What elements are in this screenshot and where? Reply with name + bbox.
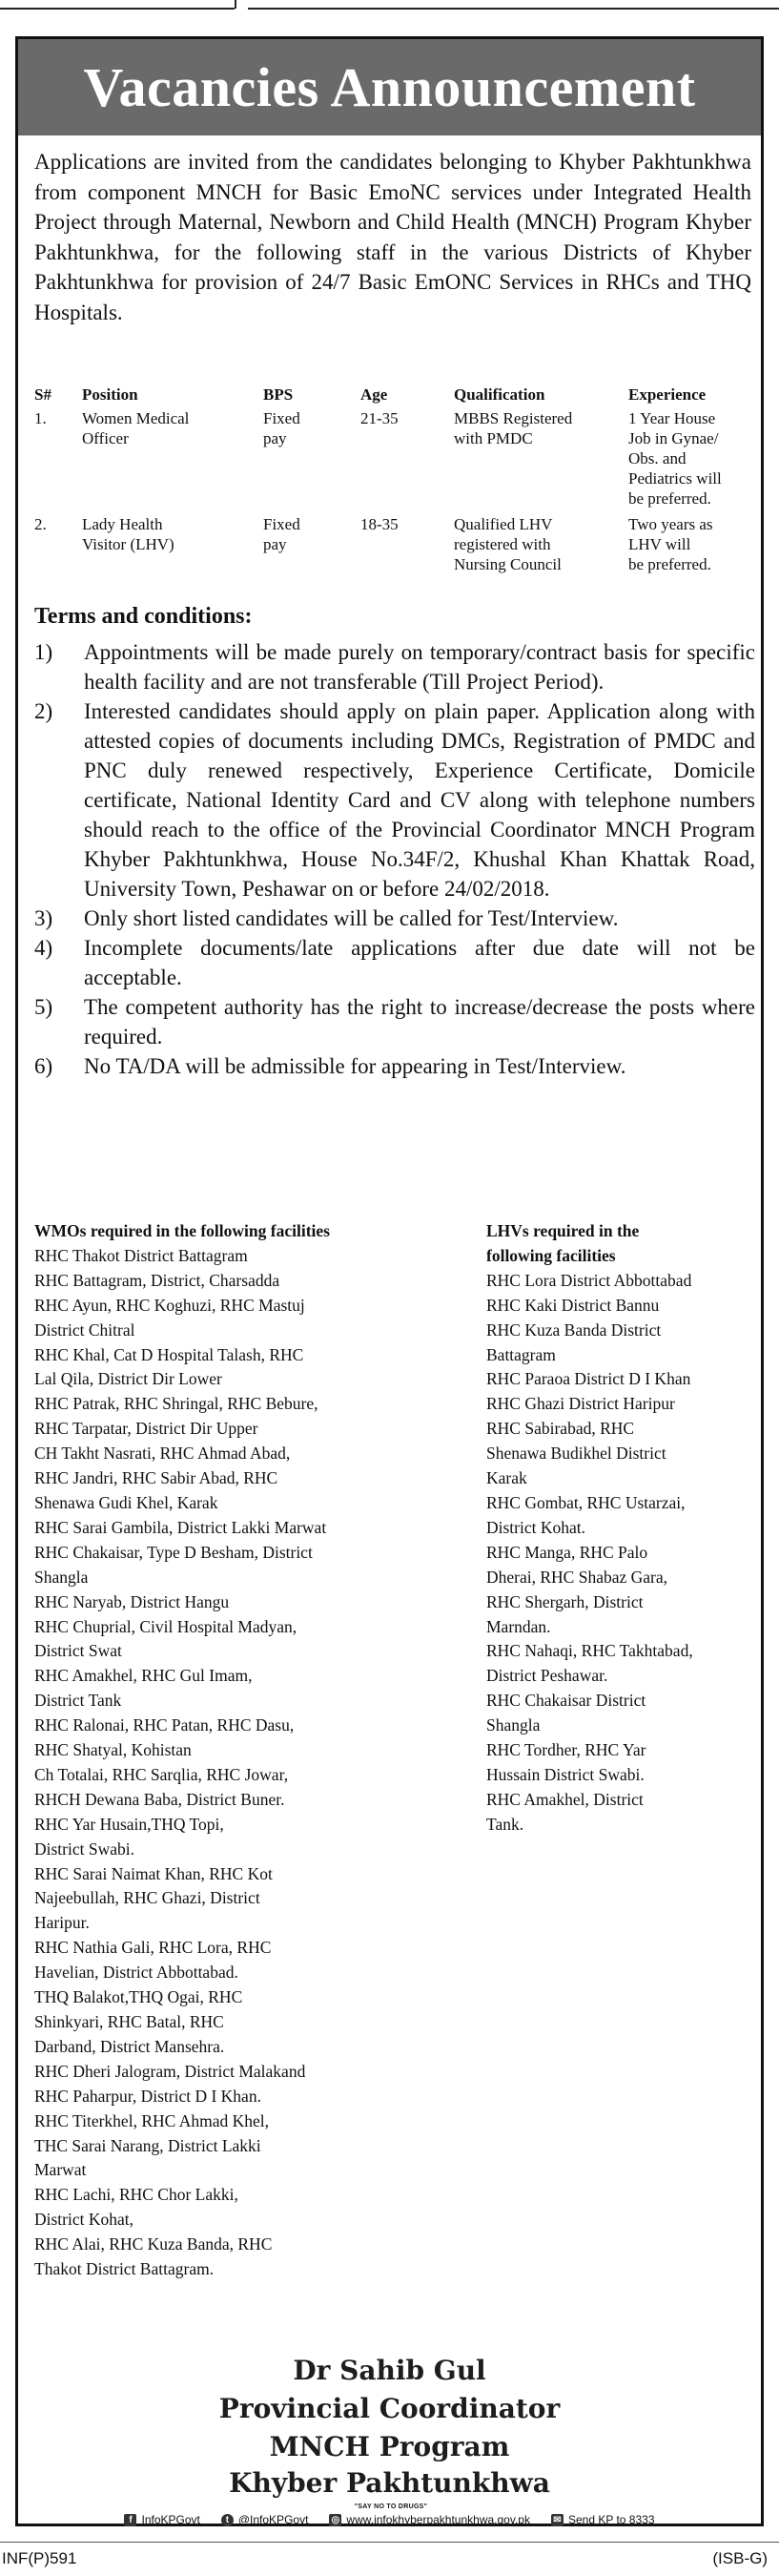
wmo-facilities-column xyxy=(34,1219,454,2282)
intro-paragraph: Applications are invited from the candidates belonging to Khyber Pakhtunkhwa from component MNCH for Basic EmoNC services under Integrated Health Project through Maternal, Newborn and Child Health (MNCH) Program Khyber Pakhtunkhwa, for the following staff in the various Districts of Khyber Pakhtunkhwa for provision of 24/7 Basic EmONC Services in RHCs and THQ Hospitals. xyxy=(34,150,751,324)
signatory-designation: Provincial Coordinator xyxy=(218,2393,561,2424)
region-code: (ISB-G) xyxy=(712,2549,768,2567)
facebook-link[interactable] xyxy=(124,2513,199,2526)
terms-list xyxy=(34,637,755,1081)
terms-heading: Terms and conditions: xyxy=(34,604,253,629)
cell-position: Lady Health Visitor (LHV) xyxy=(82,515,174,553)
term-number: 6) xyxy=(34,1054,53,1078)
globe-icon: ◎ xyxy=(329,2514,341,2526)
top-rule-right xyxy=(248,8,779,10)
header-position: Position xyxy=(82,385,138,404)
term-text: Appointments will be made purely on temporary/contract basis for specific health facility and are not transferable (Till Project Period). xyxy=(84,640,755,694)
term-text: No TA/DA will be admissible for appearing in Test/Interview. xyxy=(84,1054,626,1078)
list-item xyxy=(34,904,755,933)
page-title: Vacancies Announcement xyxy=(83,56,696,118)
facebook-icon: f xyxy=(124,2514,136,2526)
signatory-program: MNCH Program xyxy=(269,2431,510,2462)
term-text: The competent authority has the right to increase/decrease the posts where required. xyxy=(84,995,755,1049)
cell-age: 21-35 xyxy=(360,409,399,427)
term-text: Only short listed candidates will be called for Test/Interview. xyxy=(84,906,619,930)
envelope-icon: ✉ xyxy=(551,2514,564,2526)
term-number: 4) xyxy=(34,936,53,960)
signatory-province: Khyber Pakhtunkhwa xyxy=(229,2467,550,2499)
lhv-facility-list: RHC Lora District Abbottabad RHC Kaki District Bannu RHC Kuza Banda District Battagram RHC Paraoa District D I Khan RHC Ghazi District Haripur RHC Sabirabad, RHC Shenawa Budikhel District Karak RHC Gombat, RHC Ustarzai, District Kohat. RHC Manga, RHC Palo Dherai, RHC Shabaz Gara, RHC Shergarh, District Marndan. RHC Nahaqi, RHC Takhtabad, District Peshawar. RHC Chakaisar District Shangla RHC Tordher, RHC Yar Hussain District Swabi. RHC Amakhel, District Tank. xyxy=(486,1270,693,1834)
cell-sno: 1. xyxy=(34,409,47,427)
cell-position: Women Medical Officer xyxy=(82,409,190,447)
list-item xyxy=(34,637,755,696)
bottom-rule xyxy=(0,2542,779,2543)
cell-experience: 1 Year House Job in Gynae/ Obs. and Pediatrics will be preferred. xyxy=(628,409,722,508)
term-text: Interested candidates should apply on plain paper. Application along with attested copies of documents including DMCs, Registration of PMDC and PNC duly renewed respectively, Experience Certificate, Domicile certificate, National Identity Card and CV along with telephone numbers should reach to the office of the Provincial Coordinator MNCH Program Khyber Pakhtunkhwa, House No.34F/2, Khushal Khan Khattak Road, University Town, Peshawar on or before 24/02/2018. xyxy=(84,699,755,901)
header-age: Age xyxy=(360,385,388,404)
social-footer xyxy=(0,2513,779,2526)
term-number: 3) xyxy=(34,906,53,930)
twitter-handle: @InfoKPGovt xyxy=(237,2513,309,2526)
top-rule-tick xyxy=(235,0,236,9)
table-row xyxy=(34,408,753,514)
cell-sno: 2. xyxy=(34,515,47,533)
lhv-facilities-column xyxy=(486,1219,761,1838)
header-experience: Experience xyxy=(628,385,707,404)
term-number: 2) xyxy=(34,699,53,723)
website-url: www.infokhyberpakhtunkhwa.gov.pk xyxy=(346,2513,530,2526)
header-bps: BPS xyxy=(263,385,294,404)
list-item xyxy=(34,696,755,904)
slogan: "SAY NO TO DRUGS" xyxy=(354,2503,428,2510)
term-number: 5) xyxy=(34,995,53,1019)
term-text: Incomplete documents/late applications after due date will not be acceptable. xyxy=(84,936,755,989)
table-header-row xyxy=(34,384,753,408)
list-item xyxy=(34,933,755,992)
sms-info xyxy=(551,2513,655,2526)
twitter-icon: t xyxy=(221,2514,234,2526)
lhv-heading: LHVs required in the following facilities xyxy=(486,1221,640,1265)
positions-table xyxy=(34,384,753,580)
cell-bps: Fixed pay xyxy=(263,515,300,553)
list-item xyxy=(34,1051,755,1081)
title-bar xyxy=(18,39,761,135)
wmo-facility-list: RHC Thakot District Battagram RHC Battagram, District, Charsadda RHC Ayun, RHC Koghuzi, RHC Mastuj District Chitral RHC Khal, Cat D Hospital Talash, RHC Lal Qila, District Dir Lower RHC Patrak, RHC Shringal, RHC Bebure, RHC Tarpatar, District Dir Upper CH Takht Nasrati, RHC Ahmad Abad, RHC Jandri, RHC Sabir Abad, RHC Shenawa Gudi Khel, Karak RHC Sarai Gambila, District Lakki Marwat RHC Chakaisar, Type D Besham, District Shangla RHC Naryab, District Hangu RHC Chuprial, Civil Hospital Madyan, District Swat RHC Amakhel, RHC Gul Imam, District Tank RHC Ralonai, RHC Patan, RHC Dasu, RHC Shatyal, Kohistan Ch Totalai, RHC Sarqlia, RHC Jowar, RHCH Dewana Baba, District Buner. RHC Yar Husain,THQ Topi, District Swabi. RHC Sarai Naimat Khan, RHC Kot Najeebullah, RHC Ghazi, District Haripur. RHC Nathia Gali, RHC Lora, RHC Havelian, District Abbottabad. THQ Balakot,THQ Ogai, RHC Shinkyari, RHC Batal, RHC Darband, District Mansehra. RHC Dheri Jalogram, District Malakand RHC Paharpur, District D I Khan. RHC Titerkhel, RHC Ahmad Khel, THC Sarai Narang, District Lakki Marwat RHC Lachi, RHC Chor Lakki, District Kohat, RHC Alai, RHC Kuza Banda, RHC Thakot District Battagram. xyxy=(34,1245,327,2279)
cell-qualification: MBBS Registered with PMDC xyxy=(454,409,573,447)
website-link[interactable] xyxy=(329,2513,530,2526)
cell-bps: Fixed pay xyxy=(263,409,300,447)
cell-experience: Two years as LHV will be preferred. xyxy=(628,515,713,573)
sms-text: Send KP to 8333 xyxy=(567,2513,655,2526)
cell-qualification: Qualified LHV registered with Nursing Council xyxy=(454,515,562,573)
wmo-heading: WMOs required in the following facilities xyxy=(34,1221,330,1240)
list-item xyxy=(34,992,755,1051)
top-cut-line xyxy=(0,0,779,13)
cell-age: 18-35 xyxy=(360,515,399,533)
header-qualification: Qualification xyxy=(454,385,545,404)
reference-code: INF(P)591 xyxy=(2,2549,77,2567)
header-sno: S# xyxy=(34,385,51,404)
top-rule-left xyxy=(0,8,235,10)
term-number: 1) xyxy=(34,640,53,664)
signatory-name: Dr Sahib Gul xyxy=(293,2355,486,2386)
facebook-handle: InfoKPGovt xyxy=(141,2513,200,2526)
table-row xyxy=(34,514,753,580)
twitter-link[interactable] xyxy=(221,2513,309,2526)
